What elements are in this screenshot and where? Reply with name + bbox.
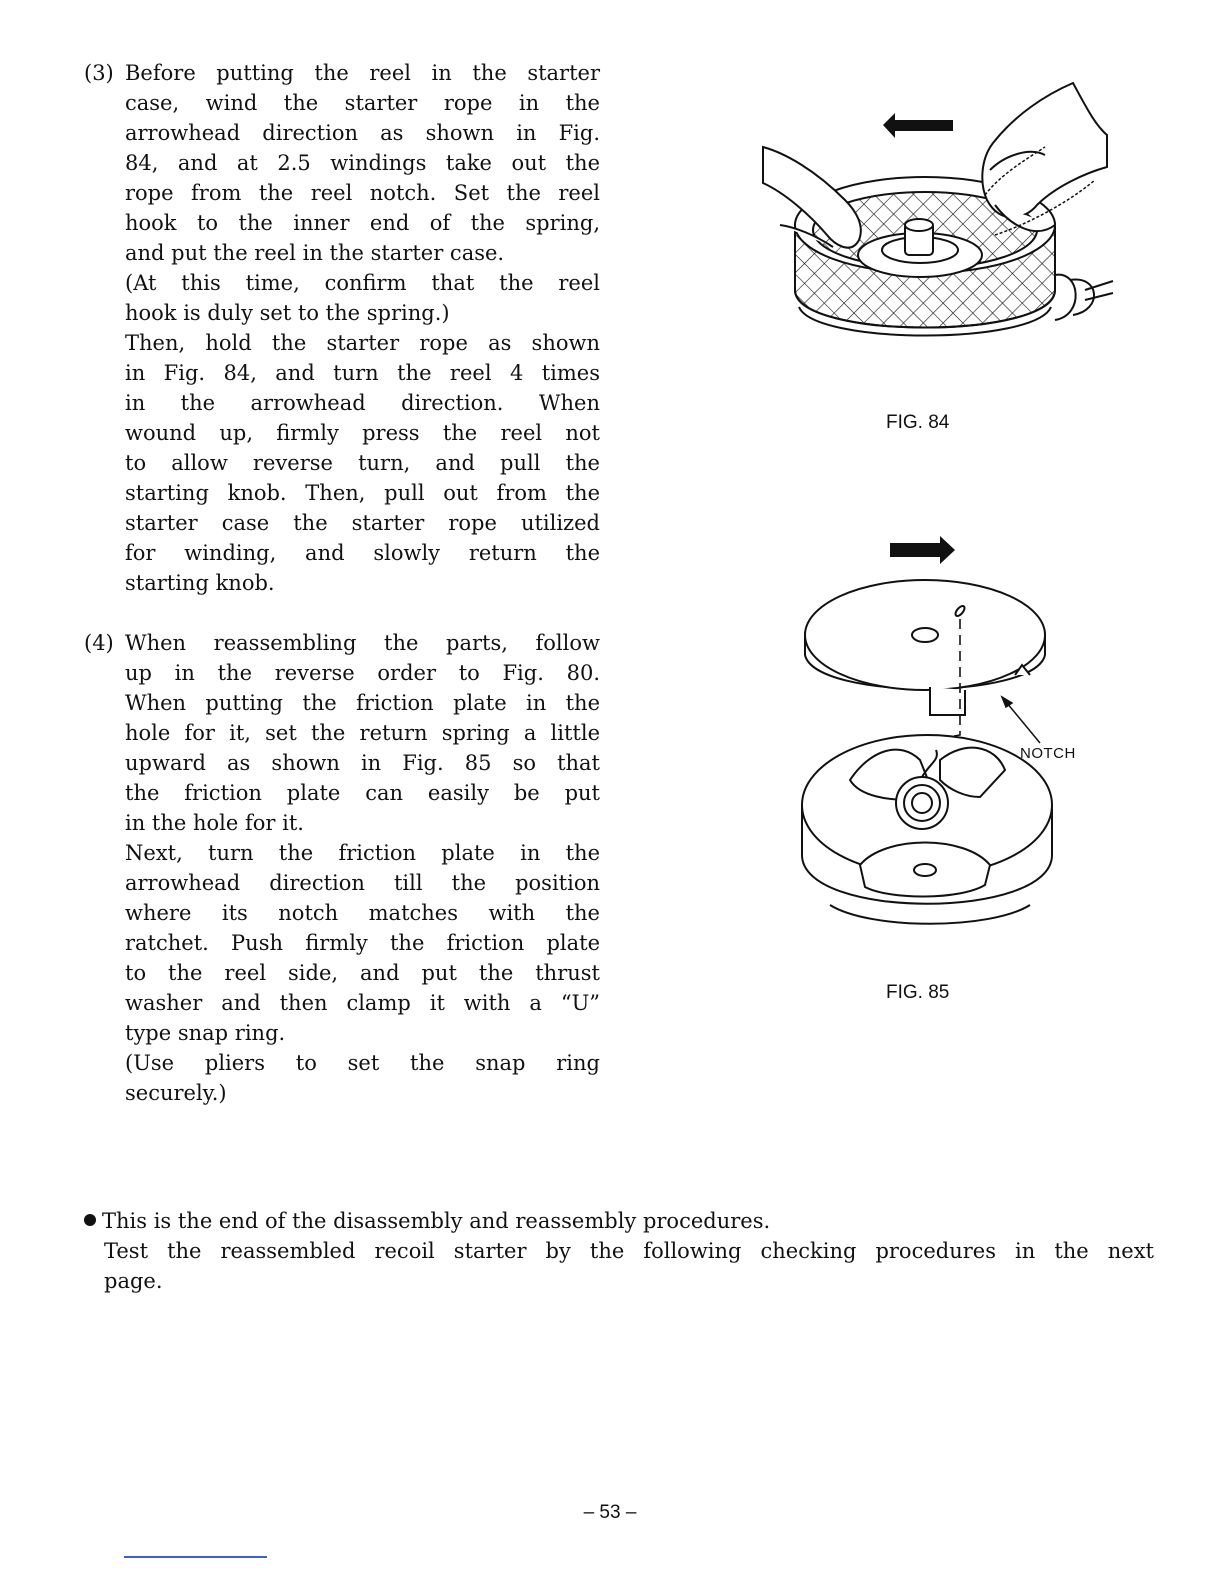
step-3-line: Before putting the reel in the starter (125, 61, 600, 85)
step-4-line: ratchet. Push firmly the friction plate (125, 931, 600, 955)
bullet-icon (84, 1214, 96, 1226)
fig-85-caption: FIG. 85 (886, 982, 950, 1003)
footer-rule (124, 1556, 267, 1558)
closing-line-2: Test the reassembled recoil starter by the following checking procedures in the next (104, 1239, 1154, 1263)
step-3-number: (3) (84, 61, 114, 85)
step-3-line: (At this time, confirm that the reel (125, 271, 600, 295)
step-4-line: When reassembling the parts, follow (125, 631, 600, 655)
step-3-line: hook is duly set to the spring.) (125, 301, 450, 325)
fig-84-illustration (755, 75, 1115, 365)
step-3-line: wound up, firmly press the reel not (125, 421, 600, 445)
step-4-line: hole for it, set the return spring a little (125, 721, 600, 745)
reel-assembly (802, 735, 1052, 924)
step-4-line: securely.) (125, 1081, 227, 1105)
step-4-line: up in the reverse order to Fig. 80. (125, 661, 600, 685)
step-4-line: (Use pliers to set the snap ring (125, 1051, 600, 1075)
step-4-line: arrowhead direction till the position (125, 871, 600, 895)
step-4-line: the friction plate can easily be put (125, 781, 600, 805)
step-3-text (125, 58, 600, 598)
step-4-paragraph (84, 628, 644, 1108)
closing-note (84, 1206, 1154, 1296)
notch-pointer (1002, 697, 1040, 743)
step-3-line: rope from the reel notch. Set the reel (125, 181, 600, 205)
step-4-line: in the hole for it. (125, 811, 304, 835)
step-3-line: case, wind the starter rope in the (125, 91, 600, 115)
step-4-line: When putting the friction plate in the (125, 691, 600, 715)
step-4-line: Next, turn the friction plate in the (125, 841, 600, 865)
step-3-paragraph (84, 58, 644, 598)
step-4-text (125, 628, 600, 1108)
step-3-line: to allow reverse turn, and pull the (125, 451, 600, 475)
closing-line-1 (84, 1206, 1154, 1236)
arrow-left-icon (883, 113, 953, 138)
arrow-right-icon (890, 536, 955, 564)
step-3-line: starter case the starter rope utilized (125, 511, 600, 535)
step-4-line: upward as shown in Fig. 85 so that (125, 751, 600, 775)
friction-plate (805, 580, 1045, 715)
step-3-line: arrowhead direction as shown in Fig. (125, 121, 600, 145)
step-3-line: for winding, and slowly return the (125, 541, 600, 565)
step-3-line: and put the reel in the starter case. (125, 241, 505, 265)
step-4-line: type snap ring. (125, 1021, 286, 1045)
closing-line-3: page. (104, 1269, 163, 1293)
step-4-line: to the reel side, and put the thrust (125, 961, 600, 985)
step-3-line: 84, and at 2.5 windings take out the (125, 151, 600, 175)
fig-85-illustration (790, 535, 1100, 945)
step-4-line: where its notch matches with the (125, 901, 600, 925)
step-3-line: starting knob. (125, 571, 275, 595)
notch-label: NOTCH (1020, 745, 1076, 762)
step-4-line: washer and then clamp it with a “U” (125, 991, 600, 1015)
step-3-line: in Fig. 84, and turn the reel 4 times (125, 361, 600, 385)
step-3-line: Then, hold the starter rope as shown (125, 331, 600, 355)
step-3-line: hook to the inner end of the spring, (125, 211, 600, 235)
step-3-line: starting knob. Then, pull out from the (125, 481, 600, 505)
step-4-number: (4) (84, 631, 114, 655)
closing-text-1: This is the end of the disassembly and reassembly procedures. (102, 1209, 771, 1233)
step-3-line: in the arrowhead direction. When (125, 391, 600, 415)
page-number: – 53 – (583, 1502, 637, 1523)
fig-84-caption: FIG. 84 (886, 412, 950, 433)
